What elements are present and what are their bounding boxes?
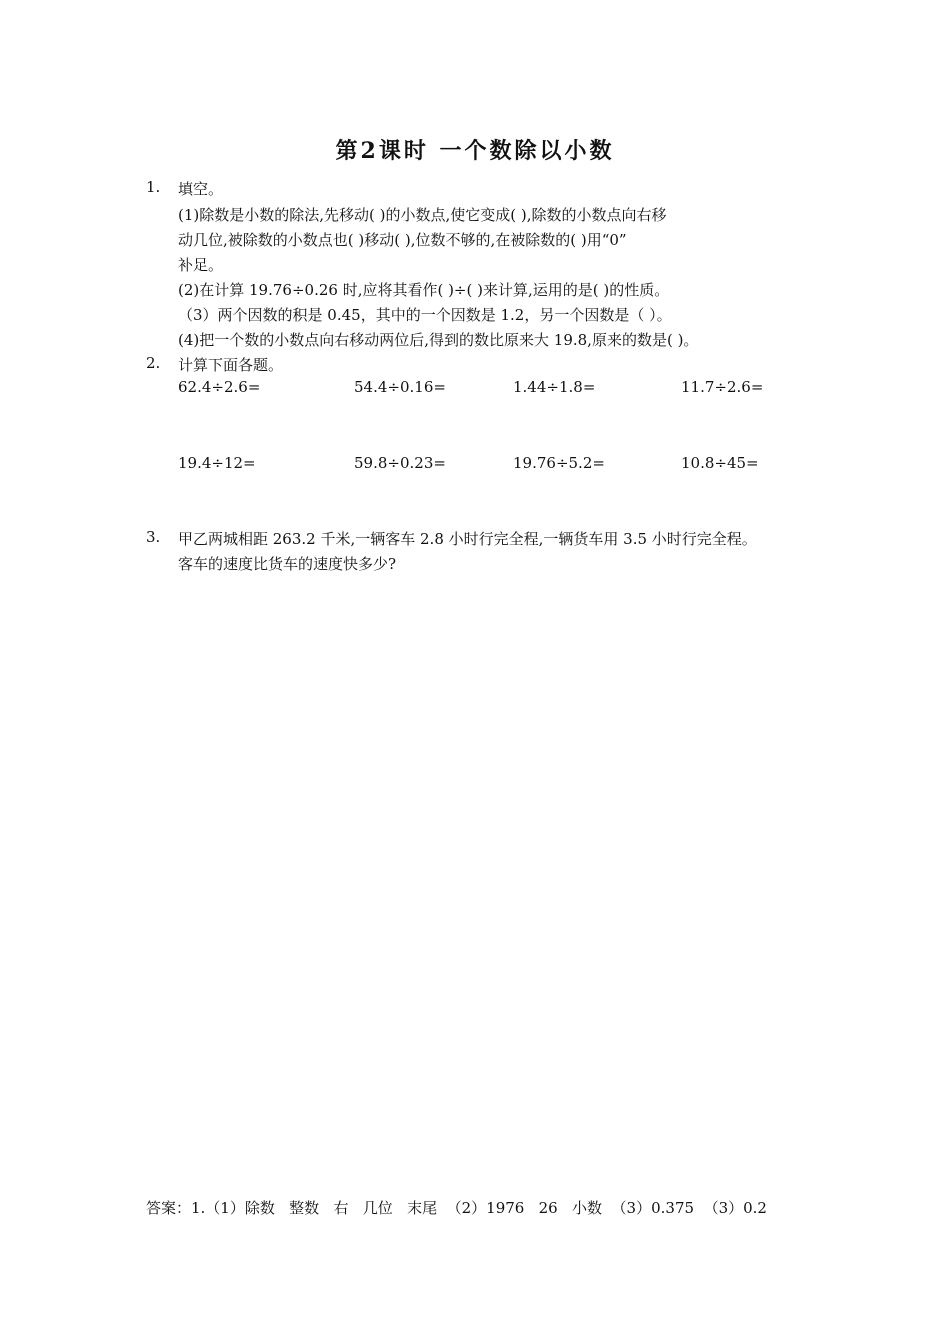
question-1-number: 1.: [146, 178, 161, 196]
question-3-number: 3.: [146, 528, 161, 546]
question-1-line: (1)除数是小数的除法,先移动( )的小数点,使它变成( ),除数的小数点向右移: [178, 206, 667, 224]
question-2-heading: 计算下面各题。: [178, 356, 284, 374]
question-2-number: 2.: [146, 354, 161, 372]
calc-item: 19.76÷5.2=: [513, 454, 605, 472]
question-1-line: (4)把一个数的小数点向右移动两位后,得到的数比原来大 19.8,原来的数是( )。: [178, 331, 699, 349]
calc-item: 10.8÷45=: [681, 454, 759, 472]
question-3-line: 甲乙两城相距 263.2 千米,一辆客车 2.8 小时行完全程,一辆货车用 3.5 小时行完全程。: [178, 530, 757, 548]
calc-item: 62.4÷2.6=: [178, 378, 261, 396]
calc-item: 19.4÷12=: [178, 454, 256, 472]
calc-item: 11.7÷2.6=: [681, 378, 764, 396]
page-title: 第2课时 一个数除以小数: [335, 138, 615, 164]
question-1-line: 补足。: [178, 256, 224, 274]
question-1-heading: 填空。: [178, 180, 224, 198]
calc-item: 54.4÷0.16=: [354, 378, 446, 396]
question-1-line: (2)在计算 19.76÷0.26 时,应将其看作( )÷( )来计算,运用的是( )的性质。: [178, 281, 670, 299]
question-1-line: 动几位,被除数的小数点也( )移动( ),位数不够的,在被除数的( )用“0”: [178, 231, 627, 249]
question-1-line: （3）两个因数的积是 0.45，其中的一个因数是 1.2，另一个因数是（ ）。: [178, 306, 672, 324]
calc-item: 1.44÷1.8=: [513, 378, 596, 396]
question-3-line: 客车的速度比货车的速度快多少?: [178, 555, 397, 573]
calc-item: 59.8÷0.23=: [354, 454, 446, 472]
answer-key: 答案：1.（1）除数 整数 右 几位 末尾 （2）1976 26 小数 （3）0.375 （3）0.2: [146, 1199, 767, 1217]
